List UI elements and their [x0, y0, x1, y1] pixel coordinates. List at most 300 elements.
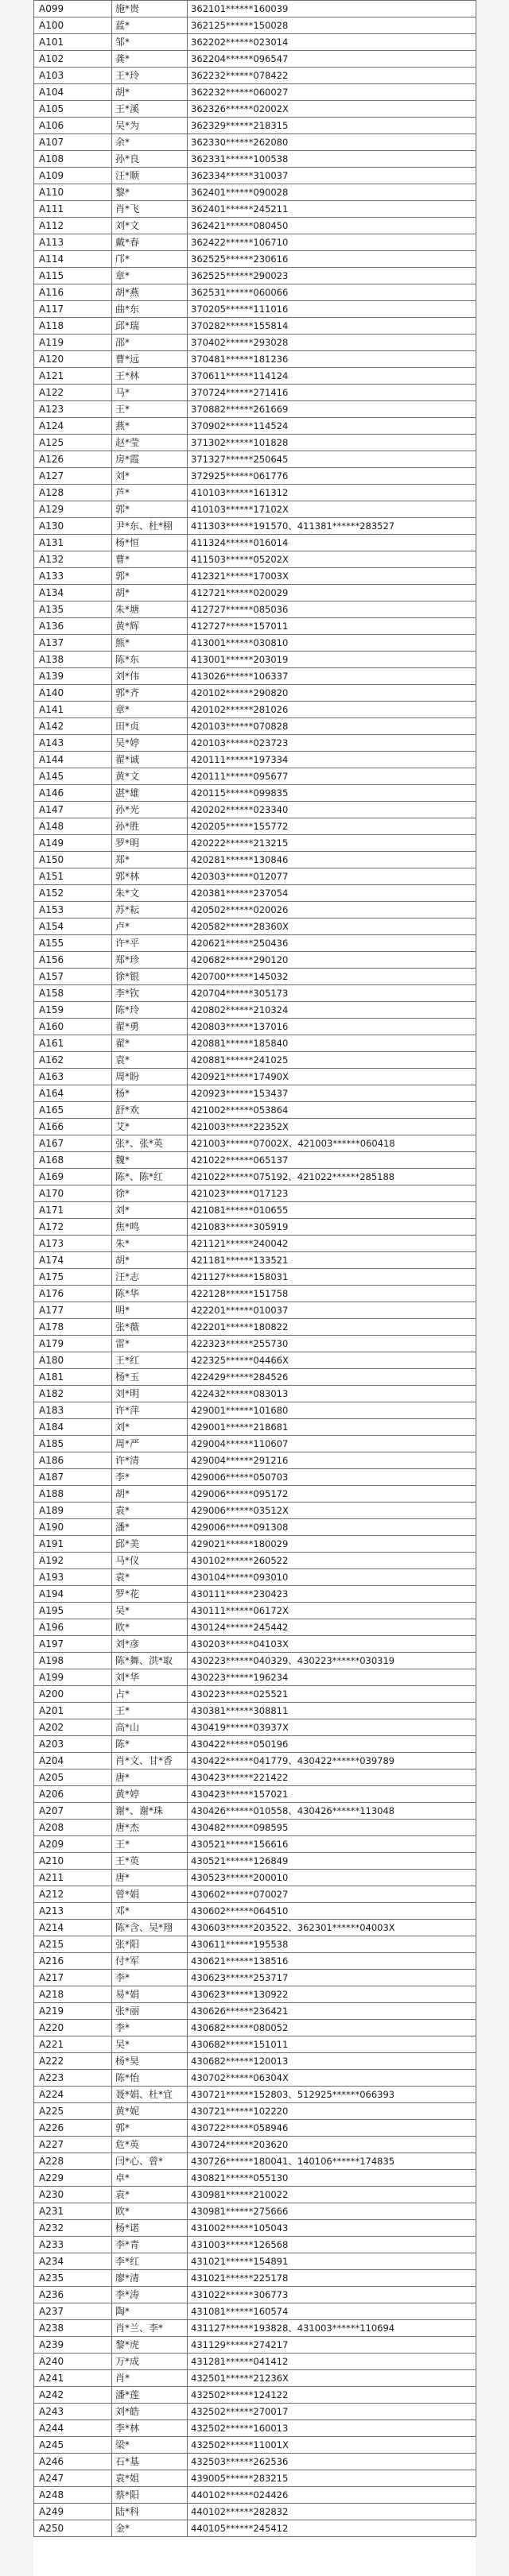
record-code-cell: A182	[34, 1386, 112, 1402]
record-id-cell: 420205******155772	[188, 818, 476, 835]
record-id-cell: 420921******17490X	[188, 1069, 476, 1085]
record-id-cell: 420682******290120	[188, 952, 476, 969]
table-row	[34, 2420, 476, 2437]
record-name-cell: 郑*	[112, 852, 188, 868]
record-code-cell: A186	[34, 1452, 112, 1469]
record-id-cell: 420881******241025	[188, 1052, 476, 1069]
record-id-cell: 420923******153437	[188, 1085, 476, 1102]
record-name-cell: 魏*	[112, 1152, 188, 1169]
table-row	[34, 1469, 476, 1486]
record-code-cell: A244	[34, 2420, 112, 2437]
record-name-cell: 房*霞	[112, 451, 188, 468]
table-row	[34, 2437, 476, 2454]
record-name-cell: 胡*	[112, 1252, 188, 1269]
table-row	[34, 2237, 476, 2253]
record-code-cell: A127	[34, 468, 112, 485]
table-row	[34, 2287, 476, 2303]
table-row	[34, 1186, 476, 1202]
record-id-cell: 430602******064510	[188, 1903, 476, 1920]
record-name-cell: 刘*明	[112, 1386, 188, 1402]
record-name-cell: 汪*顺	[112, 168, 188, 184]
record-code-cell: A099	[34, 1, 112, 17]
record-id-cell: 420111******197334	[188, 752, 476, 768]
record-name-cell: 高*山	[112, 1719, 188, 1736]
table-row	[34, 1986, 476, 2003]
table-row	[34, 1786, 476, 1803]
table-row	[34, 2454, 476, 2470]
record-id-cell: 362232******060027	[188, 84, 476, 101]
table-row	[34, 1069, 476, 1085]
record-name-cell: 陈*东	[112, 652, 188, 668]
record-id-cell: 370402******293028	[188, 335, 476, 351]
table-row	[34, 2487, 476, 2504]
record-name-cell: 唐*	[112, 1770, 188, 1786]
record-id-cell: 410103******17102X	[188, 501, 476, 518]
record-name-cell: 潘*莲	[112, 2387, 188, 2404]
table-row	[34, 2036, 476, 2053]
record-name-cell: 易*娟	[112, 1986, 188, 2003]
record-id-cell: 362421******080450	[188, 218, 476, 234]
record-name-cell: 明*	[112, 1302, 188, 1319]
record-id-cell: 421081******010655	[188, 1202, 476, 1219]
record-code-cell: A163	[34, 1069, 112, 1085]
record-name-cell: 苏*耘	[112, 902, 188, 919]
table-row	[34, 1619, 476, 1636]
record-code-cell: A103	[34, 68, 112, 84]
record-name-cell: 张*薇	[112, 1319, 188, 1336]
record-name-cell: 王*英	[112, 1853, 188, 1870]
record-code-cell: A250	[34, 2520, 112, 2537]
table-row	[34, 168, 476, 184]
record-code-cell: A176	[34, 1286, 112, 1302]
table-row	[34, 535, 476, 551]
record-code-cell: A220	[34, 2020, 112, 2036]
record-code-cell: A100	[34, 17, 112, 34]
record-id-cell: 432502******124122	[188, 2387, 476, 2404]
record-id-cell: 410103******161312	[188, 485, 476, 501]
record-name-cell: 袁*	[112, 1569, 188, 1586]
record-name-cell: 王*林	[112, 368, 188, 385]
record-id-cell: 429004******110607	[188, 1436, 476, 1452]
record-name-cell: 陈*玲	[112, 1002, 188, 1019]
record-code-cell: A203	[34, 1736, 112, 1753]
record-id-cell: 362401******245211	[188, 201, 476, 218]
record-name-cell: 袁*	[112, 2187, 188, 2203]
record-id-cell: 422429******284526	[188, 1369, 476, 1386]
record-name-cell: 汪*志	[112, 1269, 188, 1286]
record-name-cell: 杨*	[112, 1085, 188, 1102]
table-row	[34, 919, 476, 935]
record-id-cell: 430423******157021	[188, 1786, 476, 1803]
record-id-cell: 362525******230616	[188, 251, 476, 268]
table-row	[34, 752, 476, 768]
table-row	[34, 1252, 476, 1269]
record-name-cell: 黄*辉	[112, 618, 188, 635]
table-row	[34, 768, 476, 785]
record-code-cell: A145	[34, 768, 112, 785]
table-row	[34, 1836, 476, 1853]
record-id-cell: 420115******099835	[188, 785, 476, 802]
record-code-cell: A221	[34, 2036, 112, 2053]
record-id-cell: 430621******138516	[188, 1953, 476, 1970]
record-id-cell: 430623******130922	[188, 1986, 476, 2003]
record-code-cell: A153	[34, 902, 112, 919]
record-name-cell: 许*清	[112, 1452, 188, 1469]
record-id-cell: 430111******230423	[188, 1586, 476, 1603]
table-row	[34, 17, 476, 34]
table-row	[34, 568, 476, 585]
record-id-cell: 430726******180041、140106******174835	[188, 2153, 476, 2170]
record-code-cell: A245	[34, 2437, 112, 2454]
record-id-cell: 421023******017123	[188, 1186, 476, 1202]
table-row	[34, 2354, 476, 2370]
record-name-cell: 张*阳	[112, 1936, 188, 1953]
record-name-cell: 李*青	[112, 2237, 188, 2253]
record-id-cell: 430419******03937X	[188, 1719, 476, 1736]
record-id-cell: 420303******012077	[188, 868, 476, 885]
record-code-cell: A185	[34, 1436, 112, 1452]
record-code-cell: A107	[34, 134, 112, 151]
record-name-cell: 胡*燕	[112, 284, 188, 301]
table-row	[34, 1202, 476, 1219]
record-id-cell: 431021******225178	[188, 2270, 476, 2287]
record-name-cell: 陈*、陈*红	[112, 1169, 188, 1186]
table-row	[34, 735, 476, 752]
table-row	[34, 818, 476, 835]
table-row	[34, 1653, 476, 1669]
table-row	[34, 1936, 476, 1953]
record-id-cell: 412321******17003X	[188, 568, 476, 585]
record-id-cell: 440102******282832	[188, 2504, 476, 2520]
record-code-cell: A161	[34, 1035, 112, 1052]
table-row	[34, 1152, 476, 1169]
table-row	[34, 134, 476, 151]
record-name-cell: 陈*怡	[112, 2070, 188, 2087]
record-code-cell: A217	[34, 1970, 112, 1986]
record-id-cell: 430111******06172X	[188, 1603, 476, 1619]
record-code-cell: A180	[34, 1352, 112, 1369]
record-name-cell: 王*	[112, 1836, 188, 1853]
record-name-cell: 余*	[112, 134, 188, 151]
table-row	[34, 1603, 476, 1619]
record-name-cell: 王*	[112, 1703, 188, 1719]
record-name-cell: 胡*	[112, 585, 188, 601]
record-code-cell: A226	[34, 2120, 112, 2137]
table-row	[34, 718, 476, 735]
record-id-cell: 429006******095172	[188, 1486, 476, 1503]
record-table	[33, 0, 476, 2537]
record-code-cell: A166	[34, 1119, 112, 1135]
table-row	[34, 1035, 476, 1052]
table-row	[34, 2470, 476, 2487]
table-row	[34, 468, 476, 485]
table-row	[34, 2070, 476, 2087]
record-name-cell: 邱*瑞	[112, 318, 188, 335]
record-name-cell: 田*贞	[112, 718, 188, 735]
record-code-cell: A111	[34, 201, 112, 218]
table-row	[34, 2103, 476, 2120]
table-row	[34, 1719, 476, 1736]
record-code-cell: A158	[34, 985, 112, 1002]
record-id-cell: 421022******065137	[188, 1152, 476, 1169]
record-name-cell: 刘*	[112, 468, 188, 485]
table-row	[34, 2220, 476, 2237]
record-id-cell: 362202******023014	[188, 34, 476, 51]
record-id-cell: 430611******195538	[188, 1936, 476, 1953]
record-name-cell: 袁*	[112, 1052, 188, 1069]
record-name-cell: 刘*皓	[112, 2404, 188, 2420]
table-row	[34, 1736, 476, 1753]
record-id-cell: 430626******236421	[188, 2003, 476, 2020]
record-id-cell: 420704******305173	[188, 985, 476, 1002]
record-name-cell: 聂*娟、杜*宜	[112, 2087, 188, 2103]
table-row	[34, 1569, 476, 1586]
record-name-cell: 马*	[112, 385, 188, 401]
record-id-cell: 430603******203522、362301******04003X	[188, 1920, 476, 1936]
table-row	[34, 1452, 476, 1469]
record-name-cell: 欧*	[112, 2203, 188, 2220]
record-id-cell: 430722******058946	[188, 2120, 476, 2137]
table-row	[34, 435, 476, 451]
record-code-cell: A212	[34, 1886, 112, 1903]
record-code-cell: A146	[34, 785, 112, 802]
record-name-cell: 蓝*	[112, 17, 188, 34]
table-row	[34, 1820, 476, 1836]
record-code-cell: A137	[34, 635, 112, 652]
record-name-cell: 戴*春	[112, 234, 188, 251]
record-code-cell: A148	[34, 818, 112, 835]
table-row	[34, 251, 476, 268]
record-code-cell: A208	[34, 1820, 112, 1836]
record-name-cell: 邱*美	[112, 1536, 188, 1553]
record-id-cell: 430821******055130	[188, 2170, 476, 2187]
record-name-cell: 曹*	[112, 551, 188, 568]
record-code-cell: A144	[34, 752, 112, 768]
record-name-cell: 陈*华	[112, 1286, 188, 1302]
record-code-cell: A247	[34, 2470, 112, 2487]
table-row	[34, 1753, 476, 1770]
table-row	[34, 2053, 476, 2070]
record-code-cell: A125	[34, 435, 112, 451]
record-name-cell: 许*萍	[112, 1402, 188, 1419]
table-row	[34, 551, 476, 568]
record-code-cell: A169	[34, 1169, 112, 1186]
record-code-cell: A113	[34, 234, 112, 251]
table-row	[34, 1135, 476, 1152]
record-name-cell: 陆*科	[112, 2504, 188, 2520]
table-row	[34, 585, 476, 601]
record-id-cell: 412727******085036	[188, 601, 476, 618]
table-row	[34, 284, 476, 301]
record-name-cell: 黎*虎	[112, 2337, 188, 2354]
record-code-cell: A171	[34, 1202, 112, 1219]
table-row	[34, 151, 476, 168]
record-id-cell: 420281******130846	[188, 852, 476, 868]
record-name-cell: 李*林	[112, 2420, 188, 2437]
record-name-cell: 郭*齐	[112, 685, 188, 702]
record-id-cell: 421121******240042	[188, 1236, 476, 1252]
record-name-cell: 谢*、谢*珠	[112, 1803, 188, 1820]
record-code-cell: A134	[34, 585, 112, 601]
record-name-cell: 黎*	[112, 184, 188, 201]
record-id-cell: 411303******191570、411381******283527	[188, 518, 476, 535]
record-code-cell: A213	[34, 1903, 112, 1920]
record-name-cell: 陶*	[112, 2303, 188, 2320]
record-id-cell: 440102******024426	[188, 2487, 476, 2504]
record-code-cell: A164	[34, 1085, 112, 1102]
record-code-cell: A174	[34, 1252, 112, 1269]
record-code-cell: A101	[34, 34, 112, 51]
record-code-cell: A178	[34, 1319, 112, 1336]
record-id-cell: 429001******101680	[188, 1402, 476, 1419]
record-id-cell: 431021******154891	[188, 2253, 476, 2270]
record-id-cell: 370611******114124	[188, 368, 476, 385]
table-row	[34, 835, 476, 852]
table-row	[34, 1953, 476, 1970]
record-id-cell: 370902******114524	[188, 418, 476, 435]
table-row	[34, 2504, 476, 2520]
record-name-cell: 舒*欢	[112, 1102, 188, 1119]
record-id-cell: 371302******101828	[188, 435, 476, 451]
record-name-cell: 蔡*阳	[112, 2487, 188, 2504]
record-id-cell: 432502******160013	[188, 2420, 476, 2437]
record-name-cell: 唐*杰	[112, 1820, 188, 1836]
table-row	[34, 668, 476, 685]
record-id-cell: 429001******218681	[188, 1419, 476, 1436]
record-code-cell: A135	[34, 601, 112, 618]
record-id-cell: 430682******080052	[188, 2020, 476, 2036]
record-id-cell: 430981******275666	[188, 2203, 476, 2220]
record-name-cell: 李*	[112, 1469, 188, 1486]
record-name-cell: 曾*娟	[112, 1886, 188, 1903]
record-id-cell: 420803******137016	[188, 1019, 476, 1035]
table-row	[34, 952, 476, 969]
record-code-cell: A235	[34, 2270, 112, 2287]
record-id-cell: 362334******310037	[188, 168, 476, 184]
record-name-cell: 邝*	[112, 251, 188, 268]
table-row	[34, 1052, 476, 1069]
record-name-cell: 袁*姐	[112, 2470, 188, 2487]
record-id-cell: 412721******020029	[188, 585, 476, 601]
record-name-cell: 翟*勇	[112, 1019, 188, 1035]
record-code-cell: A170	[34, 1186, 112, 1202]
record-code-cell: A122	[34, 385, 112, 401]
record-code-cell: A159	[34, 1002, 112, 1019]
record-code-cell: A110	[34, 184, 112, 201]
record-id-cell: 420111******095677	[188, 768, 476, 785]
record-code-cell: A241	[34, 2370, 112, 2387]
record-code-cell: A181	[34, 1369, 112, 1386]
record-code-cell: A141	[34, 702, 112, 718]
record-code-cell: A108	[34, 151, 112, 168]
record-id-cell: 362401******090028	[188, 184, 476, 201]
record-id-cell: 362331******100538	[188, 151, 476, 168]
record-name-cell: 湛*雄	[112, 785, 188, 802]
record-code-cell: A249	[34, 2504, 112, 2520]
record-name-cell: 闫*心、曾*	[112, 2153, 188, 2170]
record-name-cell: 卓*	[112, 2170, 188, 2187]
record-name-cell: 陈*含、吴*翔	[112, 1920, 188, 1936]
table-row	[34, 1770, 476, 1786]
record-code-cell: A115	[34, 268, 112, 284]
record-name-cell: 石*基	[112, 2454, 188, 2470]
record-name-cell: 王*	[112, 401, 188, 418]
record-id-cell: 422128******151758	[188, 1286, 476, 1302]
record-id-cell: 420502******020026	[188, 902, 476, 919]
record-code-cell: A106	[34, 118, 112, 134]
record-id-cell: 440105******245412	[188, 2520, 476, 2537]
record-id-cell: 421022******075192、421022******285188	[188, 1169, 476, 1186]
record-name-cell: 罗*明	[112, 835, 188, 852]
record-code-cell: A120	[34, 351, 112, 368]
table-row	[34, 2153, 476, 2170]
table-row	[34, 68, 476, 84]
table-row	[34, 1286, 476, 1302]
table-row	[34, 601, 476, 618]
table-row	[34, 969, 476, 985]
record-id-cell: 420103******023723	[188, 735, 476, 752]
record-id-cell: 429021******180029	[188, 1536, 476, 1553]
table-row	[34, 501, 476, 518]
record-id-cell: 413001******203019	[188, 652, 476, 668]
table-row	[34, 1903, 476, 1920]
table-row	[34, 234, 476, 251]
record-code-cell: A194	[34, 1586, 112, 1603]
record-id-cell: 422201******180822	[188, 1319, 476, 1336]
record-code-cell: A188	[34, 1486, 112, 1503]
record-code-cell: A175	[34, 1269, 112, 1286]
record-name-cell: 吴*为	[112, 118, 188, 134]
record-code-cell: A136	[34, 618, 112, 635]
record-code-cell: A218	[34, 1986, 112, 2003]
record-name-cell: 袁*	[112, 1503, 188, 1519]
record-code-cell: A149	[34, 835, 112, 852]
record-name-cell: 郭*	[112, 2120, 188, 2137]
record-id-cell: 430702******06304X	[188, 2070, 476, 2087]
record-code-cell: A219	[34, 2003, 112, 2020]
record-id-cell: 431022******306773	[188, 2287, 476, 2303]
record-code-cell: A168	[34, 1152, 112, 1169]
record-name-cell: 燕*	[112, 418, 188, 435]
record-name-cell: 万*成	[112, 2354, 188, 2370]
record-id-cell: 370882******261669	[188, 401, 476, 418]
record-name-cell: 朱*文	[112, 885, 188, 902]
record-code-cell: A231	[34, 2203, 112, 2220]
record-id-cell: 420103******070828	[188, 718, 476, 735]
table-row	[34, 1402, 476, 1419]
record-code-cell: A177	[34, 1302, 112, 1319]
table-row	[34, 2120, 476, 2137]
record-code-cell: A237	[34, 2303, 112, 2320]
record-name-cell: 肖*	[112, 2370, 188, 2387]
record-name-cell: 王*溪	[112, 101, 188, 118]
record-code-cell: A216	[34, 1953, 112, 1970]
record-id-cell: 429004******291216	[188, 1452, 476, 1469]
record-code-cell: A240	[34, 2354, 112, 2370]
table-row	[34, 1669, 476, 1686]
record-name-cell: 尹*东、杜*栩	[112, 518, 188, 535]
record-id-cell: 413001******030810	[188, 635, 476, 652]
table-row	[34, 1853, 476, 1870]
record-code-cell: A116	[34, 284, 112, 301]
record-name-cell: 王*玲	[112, 68, 188, 84]
record-id-cell: 422325******04466X	[188, 1352, 476, 1369]
table-row	[34, 2137, 476, 2153]
record-id-cell: 430381******308811	[188, 1703, 476, 1719]
record-code-cell: A246	[34, 2454, 112, 2470]
record-id-cell: 362330******262080	[188, 134, 476, 151]
record-code-cell: A242	[34, 2387, 112, 2404]
